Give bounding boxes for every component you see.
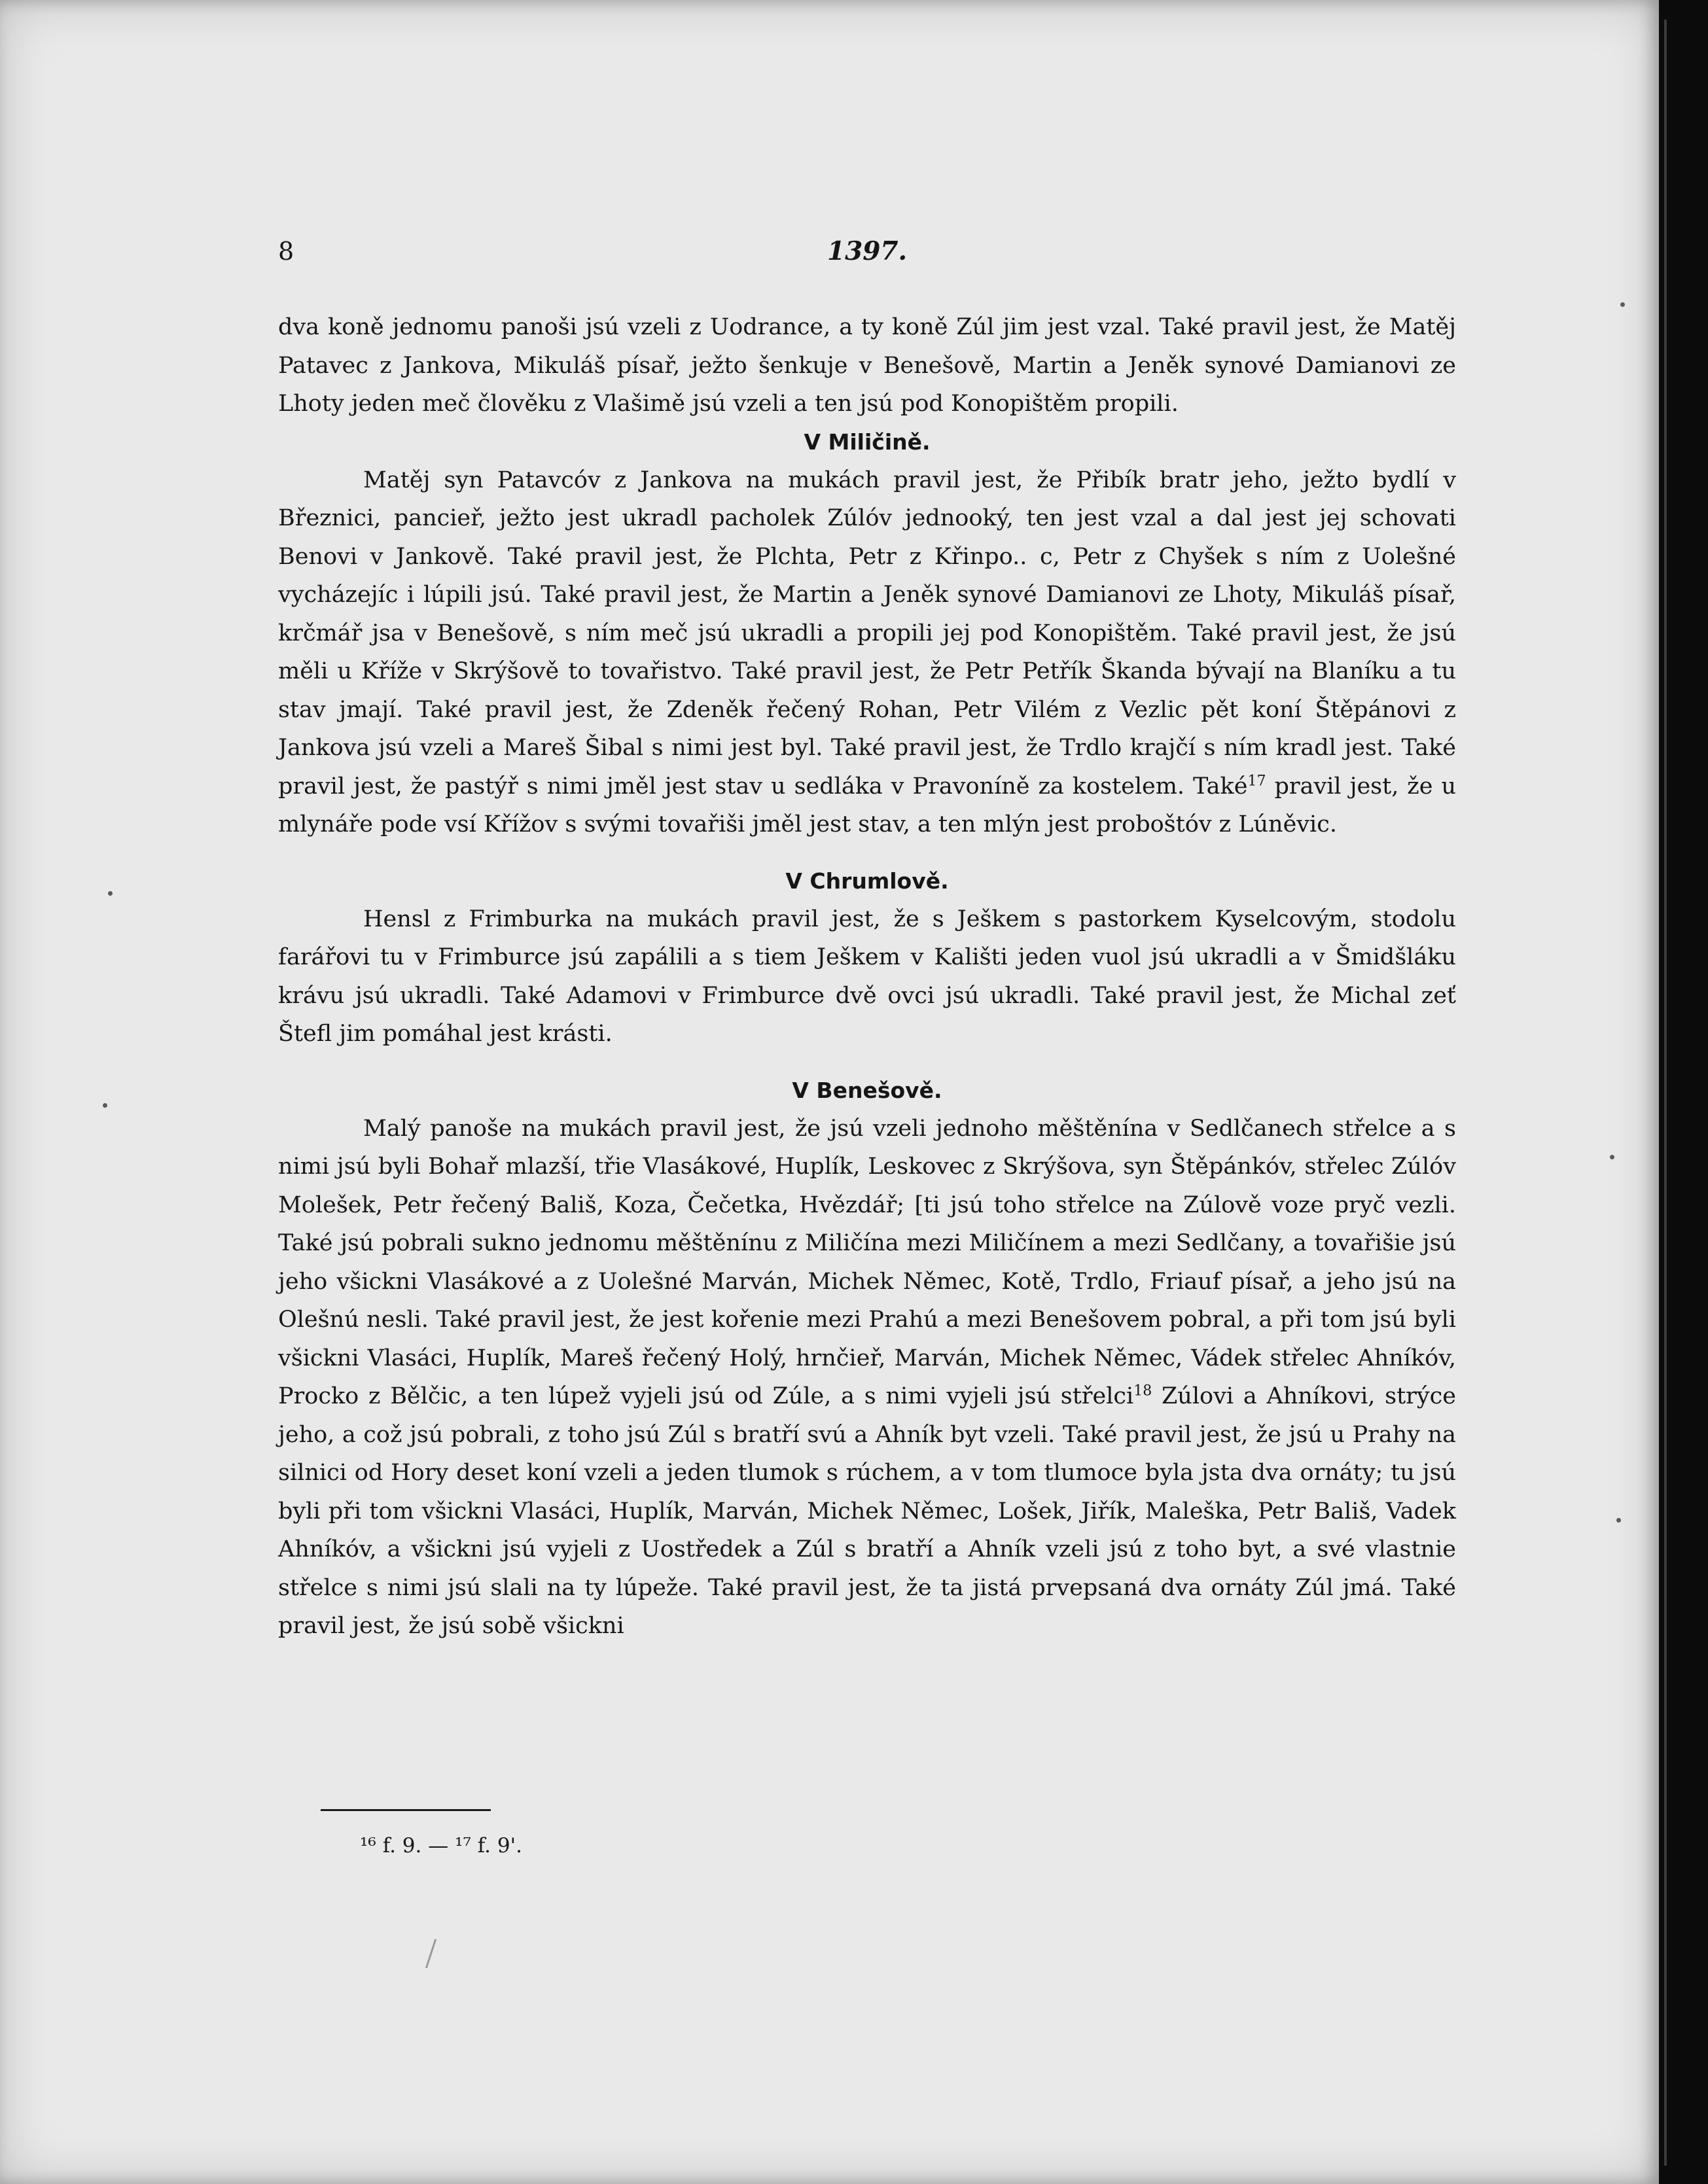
scan-speck: [1610, 1155, 1614, 1159]
milicin-text-part-1: Matěj syn Patavcóv z Jankova na mukách pravil jest, že Přibík bratr jeho, ježto bydlí v Březnici, pancieř, ježto jest ukradl pacholek Zúlóv jednooký, ten jest vzal a dal jest jej schovati Benovi v Jankově. Také pravil jest, že Plchta, Petr z Křinpo.. c, Petr z Chyšek s ním z Uolešné vycházejíc i lúpili jsú. Také pravil jest, že Martin a Jeněk synové Damianovi ze Lhoty, Mikuláš písař, krčmář jsa v Benešově, s ním meč jsú ukradli a propili jej pod Konopištěm. Také pravil jest, že jsú měli u Kříže v Skrýšově to tovařistvo. Také pravil jest, že Petr Petřík Škanda bývají na Blaníku a tu stav jmají. Také pravil jest, že Zdeněk řečený Rohan, Petr Vilém z Vezlic pět koní Štěpánovi z Jankova jsú vzeli a Mareš Šibal s nimi jest byl. Také pravil jest, že Trdlo krajčí s ním kradl jest. Také pravil jest, že pastýř s nimi jměl jest stav u sedláka v Pravoníně za kostelem. Také: [278, 467, 1456, 800]
milicin-text-part-2: pravil jest, že u mlynáře pode vsí Křížov s svými tovařiši jměl jest stav, a ten mlýn jest proboštóv z Lúněvic.: [278, 773, 1456, 837]
section-heading-milicin: V Miličině.: [804, 429, 931, 455]
benesov-text-part-2: Zúlovi a Ahníkovi, strýce jeho, a což jsú pobrali, z toho jsú Zúl s bratří svú a Ahník byt vzeli. Také pravil jest, že jsú u Prahy na silnici od Hory deset koní vzeli a jeden tlumok s rúchem, a v tom tlumoce byla jsta dva ornáty; tu jsú byli při tom všickni Vlasáci, Huplík, Marván, Michek Němec, Lošek, Jiřík, Maleška, Petr Bališ, Vadek Ahníkóv, a všickni jsú vyjeli z Uostředek a Zúl s bratří a Ahník vzeli jsú z toho byt, a své vlastnie střelce s nimi jsú slali na ty lúpeže. Také pravil jest, že ta jistá prvepsaná dva ornáty Zúl jmá. Také pravil jest, že jsú sobě všickni: [278, 1383, 1456, 1639]
book-page: [278, 232, 1456, 1858]
scan-speck: [103, 1103, 107, 1108]
scan-smudge: [425, 1939, 454, 1968]
footnote-divider: [321, 1809, 491, 1811]
intro-paragraph: dva koně jednomu panoši jsú vzeli z Uodrance, a ty koně Zúl jim jest vzal. Také pravil jest, že Matěj Patavec z Jankova, Mikuláš písař, ježto šenkuje v Benešově, Martin a Jeněk synové Damianovi ze Lhoty jeden meč člověku z Vlašimě jsú vzeli a ten jsú pod Konopištěm propili.: [278, 314, 1456, 417]
page-header: [278, 232, 1456, 272]
footnote-ref-18: 18: [1133, 1383, 1152, 1400]
running-head-year: 1397.: [827, 236, 908, 266]
section-paragraph-milicin: [278, 461, 1456, 844]
scan-speck: [1616, 1518, 1621, 1523]
footnote-ref-17: 17: [1247, 772, 1266, 789]
section-heading-chrumlov: V Chrumlově.: [785, 868, 949, 894]
book-edge-line: [1664, 20, 1667, 2166]
scan-speck: [1620, 302, 1625, 307]
benesov-text-part-1: Malý panoše na mukách pravil jest, že jsú vzeli jednoho měštěnína v Sedlčanech střelce a s nimi jsú byli Bohař mlazší, třie Vlasákové, Huplík, Leskovec z Skrýšova, syn Štěpánkóv, střelec Zúlóv Molešek, Petr řečený Bališ, Koza, Čečetka, Hvězdář; [ti jsú toho střelce na Zúlově voze pryč vezli. Také jsú pobrali sukno jednomu měštěnínu z Miličína mezi Miličínem a mezi Sedlčany, a tovařišie jsú jeho všickni Vlasákové a z Uolešné Marván, Michek Němec, Kotě, Trdlo, Friauf písař, a jeho jsú na Olešnú nesli. Také pravil jest, že jest kořenie mezi Prahú a mezi Benešovem pobral, a při tom jsú byli všickni Vlasáci, Huplík, Mareš řečený Holý, hrnčieř, Marván, Michek Němec, Vádek střelec Ahníkóv, Procko z Bělčic, a ten lúpež vyjeli jsú od Zúle, a s nimi vyjeli jsú střelci: [278, 1115, 1456, 1409]
section-paragraph-benesov: [278, 1110, 1456, 1646]
section-heading-benesov: V Benešově.: [792, 1077, 942, 1103]
scan-speck: [108, 891, 113, 896]
section-paragraph-chrumlov: Hensl z Frimburka na mukách pravil jest, že s Ješkem s pastorkem Kyselcovým, stodolu farářovi tu v Frimburce jsú zapálili a s tiem Ješkem v Kališti jeden vuol jsú ukradli a v Šmidšláku krávu jsú ukradli. Také Adamovi v Frimburce dvě ovci jsú ukradli. Také pravil jest, že Michal zeť Štefl jim pomáhal jest krásti.: [278, 906, 1456, 1047]
footnotes: ¹⁶ f. 9. — ¹⁷ f. 9'.: [360, 1834, 522, 1858]
page-number: 8: [278, 237, 294, 266]
